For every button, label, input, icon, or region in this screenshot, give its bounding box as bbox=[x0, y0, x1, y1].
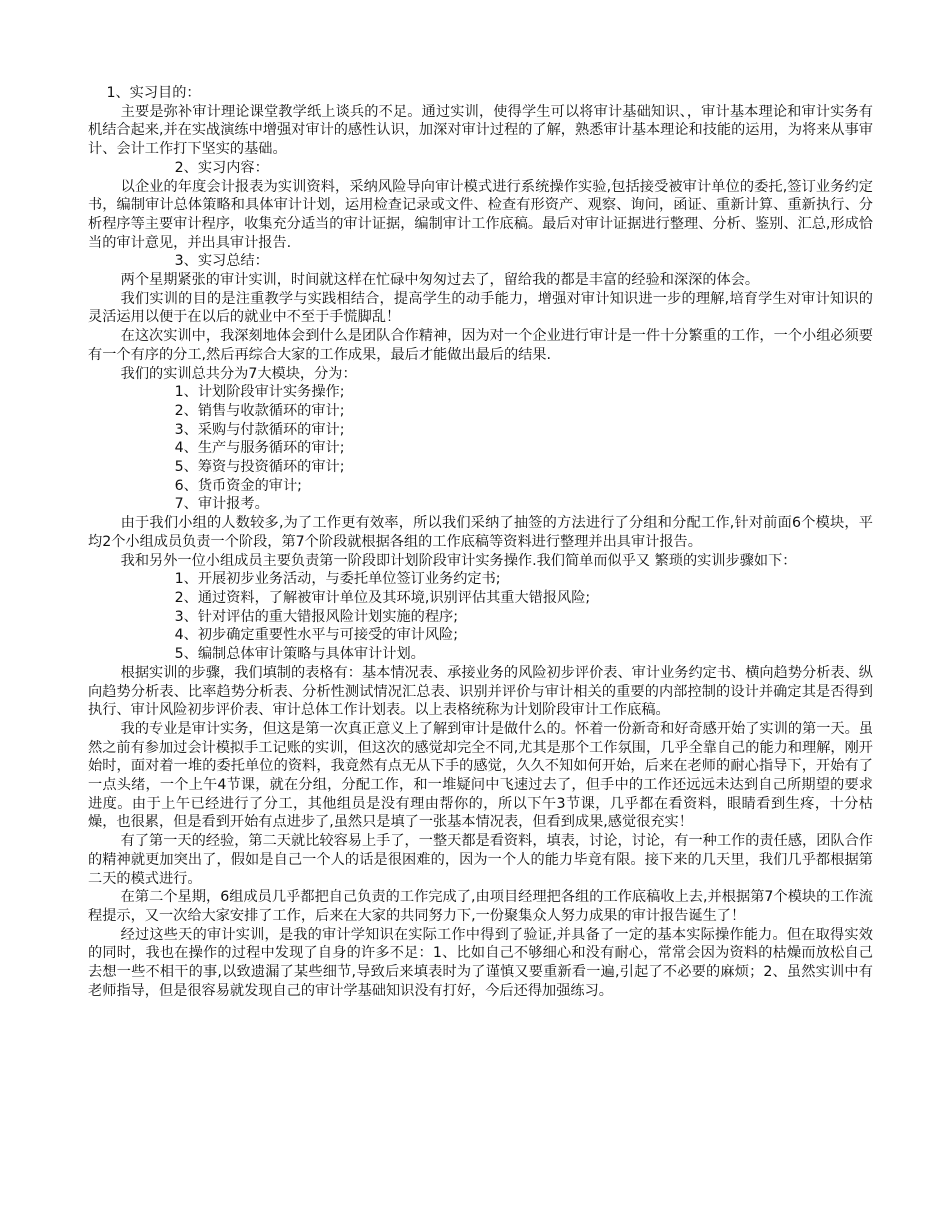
paragraph-summary-teamwork: 在这次实训中，我深刻地体会到什么是团队合作精神，因为对一个企业进行审计是一件十分繁重的工作，一个小组必须要有一个有序的分工,然后再综合大家的工作成果，最后才能做出最后的结果. bbox=[88, 328, 873, 363]
paragraph-reflection: 经过这些天的审计实训，是我的审计学知识在实际工作中得到了验证,并具备了一定的基本实际操作能力。但在取得实效的同时，我也在操作的过程中发现了自身的许多不足：1、比如自己不够细心和没有耐心，常常会因为资料的枯燥而放松自己去想一些不相干的事,以致遗漏了某些细节,导致后来填表时为了谨慎又要重新看一遍,引起了不必要的麻烦；2、虽然实训中有老师指导，但是很容易就发现自己的审计学基础知识没有打好，今后还得加强练习。 bbox=[88, 926, 873, 999]
paragraph-content: 以企业的年度会计报表为实训资料，采纳风险导向审计模式进行系统操作实验,包括接受被审计单位的委托,签订业务约定书，编制审计总体策略和具体审计计划，运用检查记录或文件、检查有形资产、观察、询问，函证、重新计算、重新执行、分析程序等主要审计程序，收集充分适当的审计证据，编制审计工作底稿。最后对审计证据进行整理、分析、鉴别、汇总,形成恰当的审计意见，并出具审计报告. bbox=[88, 178, 873, 251]
paragraph-purpose: 主要是弥补审计理论课堂教学纸上谈兵的不足。通过实训，使得学生可以将审计基础知识、，审计基本理论和审计实务有机结合起来,并在实战演练中增强对审计的感性认识，加深对审计过程的了解，熟悉审计基本理论和技能的运用，为将来从事审计、会计工作打下坚实的基础。 bbox=[88, 103, 873, 158]
paragraph-modules-intro: 我们的实训总共分为7大模块，分为： bbox=[120, 365, 357, 382]
step-item: 2、通过资料，了解被审计单位及其环境,识别评估其重大错报风险; bbox=[174, 589, 591, 606]
module-item: 5、筹资与投资循环的审计; bbox=[174, 459, 345, 476]
module-item: 2、销售与收款循环的审计; bbox=[174, 402, 345, 419]
module-item: 6、货币资金的审计; bbox=[174, 477, 302, 494]
paragraph-grouping: 由于我们小组的人数较多,为了工作更有效率，所以我们采纳了抽签的方法进行了分组和分配工作,针对前面6个模块，平均2个小组成员负责一个阶段，第7个阶段就根据各组的工作底稿等资料进行整理并出具审计报告。 bbox=[88, 515, 873, 550]
step-item: 5、编制总体审计策略与具体审计计划。 bbox=[174, 646, 425, 663]
section-heading-content: 2、实习内容： bbox=[174, 159, 269, 176]
step-item: 3、针对评估的重大错报风险计划实施的程序; bbox=[174, 608, 458, 625]
document-body bbox=[88, 84, 873, 1000]
module-item: 4、生产与服务循环的审计; bbox=[174, 440, 345, 457]
paragraph-second-day: 有了第一天的经验，第二天就比较容易上手了，一整天都是看资料，填表，讨论，讨论，有一种工作的责任感，团队合作的精神就更加突出了，假如是自己一个人的话是很困难的，因为一个人的能力毕竟有限。接下来的几天里，我们几乎都根据第二天的模式进行。 bbox=[88, 833, 873, 887]
paragraph-summary-goal: 我们实训的目的是注重教学与实践相结合，提高学生的动手能力，增强对审计知识进一步的理解,培育学生对审计知识的灵活运用以便于在以后的就业中不至于手慌脚乱！ bbox=[88, 290, 873, 326]
step-item: 1、开展初步业务活动，与委托单位签订业务约定书; bbox=[174, 571, 501, 588]
section-heading-summary: 3、实习总结： bbox=[174, 253, 269, 270]
paragraph-second-week: 在第二个星期，6组成员几乎都把自己负责的工作完成了,由项目经理把各组的工作底稿收上去,并根据第7个模块的工作流程提示，又一次给大家安排了工作，后来在大家的共同努力下,一份聚集众人努力成果的审计报告诞生了！ bbox=[88, 889, 873, 924]
section-heading-purpose: 1、实习目的： bbox=[106, 85, 201, 101]
paragraph-steps-intro: 我和另外一位小组成员主要负责第一阶段即计划阶段审计实务操作.我们简单而似乎又 繁琐的实训步骤如下： bbox=[120, 552, 797, 569]
step-item: 4、初步确定重要性水平与可接受的审计风险; bbox=[174, 627, 458, 644]
module-item: 7、审计报考。 bbox=[174, 496, 269, 513]
paragraph-summary-intro: 两个星期紧张的审计实训，时间就这样在忙碌中匆匆过去了，留给我的都是丰富的经验和深深的体会。 bbox=[120, 272, 760, 289]
paragraph-first-day: 我的专业是审计实务，但这是第一次真正意义上了解到审计是做什么的。怀着一份新奇和好奇感开始了实训的第一天。虽然之前有参加过会计模拟手工记账的实训，但这次的感觉却完全不同,尤其是那个工作氛围，几乎全靠自己的能力和理解，刚开始时，面对着一堆的委托单位的资料，我竟然有点无从下手的感觉，久久不知如何开始，后来在老师的耐心指导下，开始有了一点头绪，一个上午4节课，就在分组，分配工作，和一堆疑问中飞速过去了，但手中的工作还远远未达到自己所期望的要求进度。由于上午已经进行了分工，其他组员是没有理由帮你的，所以下午3节课，几乎都在看资料，眼睛看到生疼，十分枯燥，也很累，但是看到开始有点进步了,虽然只是填了一张基本情况表，但看到成果,感觉很充实！ bbox=[88, 720, 873, 831]
paragraph-forms: 根据实训的步骤，我们填制的表格有：基本情况表、承接业务的风险初步评价表、审计业务约定书、横向趋势分析表、纵向趋势分析表、比率趋势分析表、分析性测试情况汇总表、识别并评价与审计相关的重要的内部控制的设计并确定其是否得到执行、审计风险初步评价表、审计总体工作计划表。以上表格统称为计划阶段审计工作底稿。 bbox=[88, 664, 873, 719]
module-item: 1、计划阶段审计实务操作; bbox=[174, 384, 345, 401]
module-item: 3、采购与付款循环的审计; bbox=[174, 421, 345, 438]
